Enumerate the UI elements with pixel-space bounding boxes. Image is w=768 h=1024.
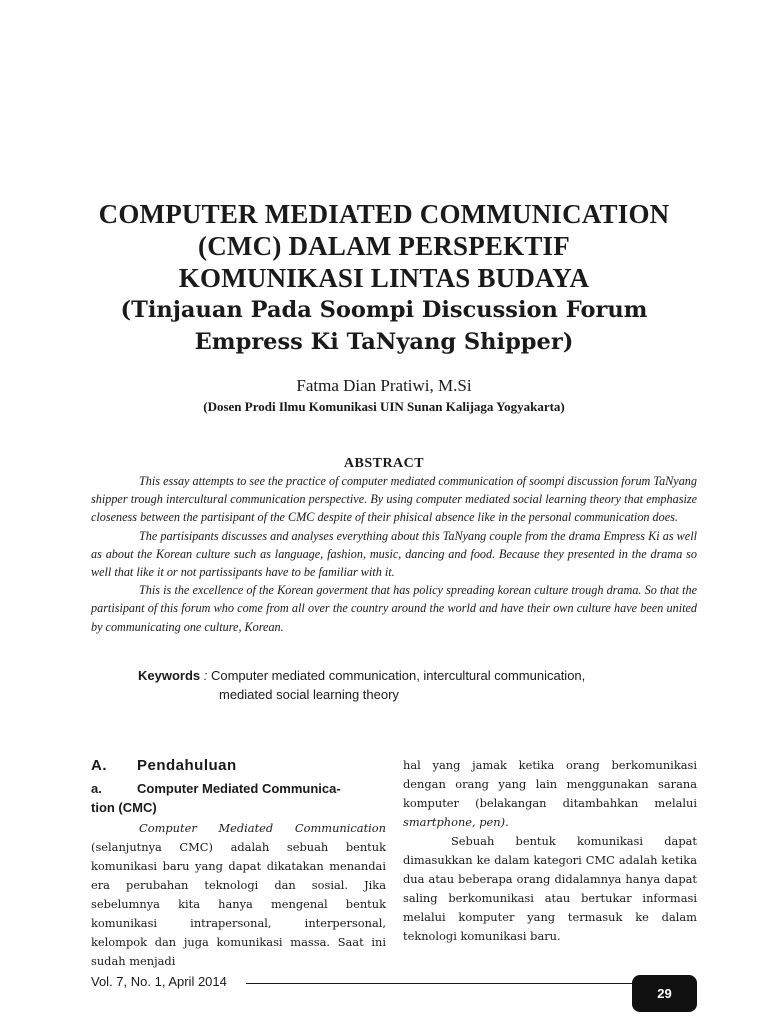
subsection-title-2: tion (CMC)	[91, 800, 157, 815]
title-line-1: COMPUTER MEDIATED COMMUNICATION	[98, 199, 670, 229]
title-line-5: Empress Ki TaNyang Shipper)	[194, 329, 574, 355]
title-line-4: (Tinjauan Pada Soompi Discussion Forum	[120, 297, 648, 323]
right-paragraph-1-italic: smartphone, pen).	[403, 815, 509, 829]
keywords-text-2: mediated social learning theory	[219, 687, 399, 702]
keywords-text-1: Computer mediated communication, intercultural communication,	[210, 668, 586, 683]
keywords-separator: :	[200, 668, 211, 683]
right-paragraph-1	[403, 756, 697, 832]
page-number: 29	[632, 975, 697, 1012]
footer-rule	[246, 983, 633, 984]
title-line-2: (CMC) DALAM PERSPEKTIF	[198, 231, 570, 261]
article-title	[40, 198, 728, 358]
keywords	[138, 666, 585, 704]
subsection-heading	[91, 779, 386, 817]
footer-issue: Vol. 7, No. 1, April 2014	[91, 974, 227, 989]
section-heading	[91, 757, 386, 779]
right-column	[403, 756, 697, 946]
left-paragraph-text: (selanjutnya CMC) adalah sebuah bentuk komunikasi baru yang dapat dikatakan menandai era perubahan teknologi dan sosial. Jika sebelumnya kita hanya mengenal bentuk komunikasi intrapersonal, interpersonal, kelompok dan juga komunikasi massa. Saat ini sudah menjadi	[91, 840, 386, 968]
title-line-3: KOMUNIKASI LINTAS BUDAYA	[178, 263, 590, 293]
keywords-line-1	[138, 666, 585, 685]
abstract-paragraph-2: The partisipants discusses and analyses everything about this TaNyang couple from the drama Empress Ki as well as about the Korean culture such as language, fashion, music, dancing and food. Because they presented in the drama so well that like it or not partissipants have to be familiar with it.	[91, 528, 697, 580]
subsection-number: a.	[91, 781, 102, 796]
right-paragraph-1-text: hal yang jamak ketika orang berkomunikasi dengan orang yang lain menggunakan sarana komputer (belakangan ditambahkan melalui	[403, 758, 697, 810]
subsection-heading-line-1	[91, 779, 386, 798]
abstract-body	[91, 472, 697, 636]
left-column	[91, 757, 386, 971]
abstract-paragraph-1: This essay attempts to see the practice of computer mediated communication of soompi discussion forum TaNyang shipper trough intercultural communication perspective. By using computer mediated social learning theory that emphasize closeness between the partisipant of the CMC despite of their phisical absence like in the personal communication does.	[91, 474, 697, 525]
author-affiliation: (Dosen Prodi Ilmu Komunikasi UIN Sunan Kalijaga Yogyakarta)	[203, 399, 565, 414]
subsection-title-1: Computer Mediated Communica-	[137, 781, 341, 796]
cmc-term: Computer Mediated Communication	[139, 821, 386, 835]
abstract-paragraph-3: This is the excellence of the Korean goverment that has policy spreading korean culture trough drama. So that the partisipant of this forum who come from all over the country around the world and have their own culture have been united by communicating one culture, Korean.	[91, 583, 697, 634]
author-name: Fatma Dian Pratiwi, M.Si	[296, 376, 472, 395]
keywords-label: Keywords	[138, 668, 201, 683]
left-paragraph	[91, 819, 386, 971]
abstract-heading: ABSTRACT	[343, 456, 425, 471]
section-number: A.	[91, 757, 107, 774]
section-title: Pendahuluan	[137, 757, 237, 774]
right-paragraph-2: Sebuah bentuk komunikasi dapat dimasukkan ke dalam kategori CMC adalah ketika dua atau beberapa orang didalamnya hanya dapat saling berkomunikasi atau bertukar informasi melalui komputer yang termasuk ke dalam teknologi komunikasi baru.	[403, 834, 697, 943]
